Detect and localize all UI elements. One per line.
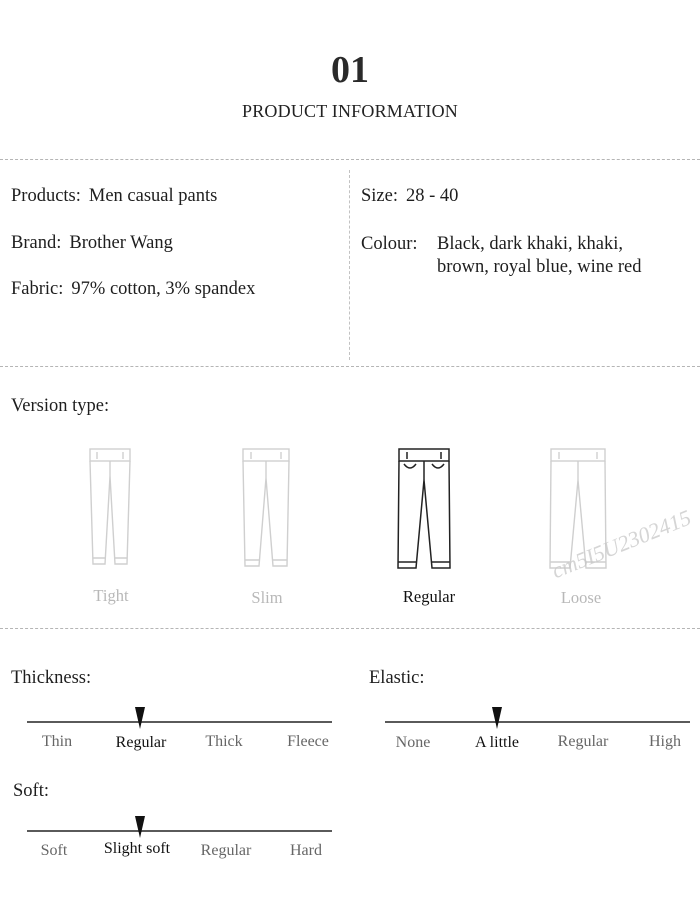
info-products-label: Products: bbox=[11, 186, 81, 206]
info-fabric bbox=[11, 279, 255, 300]
info-fabric-value: 97% cotton, 3% spandex bbox=[71, 279, 256, 299]
info-products-value: Men casual pants bbox=[88, 186, 218, 206]
soft-option-hard: Hard bbox=[290, 842, 322, 859]
info-size bbox=[361, 186, 458, 207]
elastic-option-a-little: A little bbox=[475, 734, 519, 751]
soft-option-soft: Soft bbox=[40, 842, 68, 859]
thickness-option-fleece: Fleece bbox=[287, 733, 329, 750]
watermark-text: cm5I5U2302415 bbox=[548, 504, 695, 584]
section-title: PRODUCT INFORMATION bbox=[242, 101, 458, 121]
thickness-option-regular: Regular bbox=[115, 734, 167, 751]
version-option-tight: Tight bbox=[93, 586, 129, 605]
elastic-label: Elastic: bbox=[369, 668, 425, 688]
version-type-label: Version type: bbox=[11, 396, 110, 416]
elastic-option-regular: Regular bbox=[557, 733, 609, 750]
thickness-label: Thickness: bbox=[11, 668, 92, 688]
elastic-marker-icon bbox=[492, 707, 502, 729]
thickness-marker-icon bbox=[135, 707, 145, 729]
soft-option-regular: Regular bbox=[200, 842, 252, 859]
divider-top bbox=[0, 159, 700, 160]
section-number: 01 bbox=[331, 49, 369, 91]
info-colour-line1: Black, dark khaki, khaki, bbox=[437, 234, 623, 254]
soft-option-slight-soft: Slight soft bbox=[103, 840, 171, 857]
info-size-value: 28 - 40 bbox=[406, 186, 459, 206]
thickness-option-thin: Thin bbox=[41, 733, 73, 750]
soft-scale bbox=[27, 830, 332, 832]
version-option-regular: Regular bbox=[402, 587, 456, 606]
elastic-option-none: None bbox=[395, 734, 431, 751]
info-colour-value bbox=[437, 233, 641, 279]
info-size-label: Size: bbox=[361, 186, 398, 206]
version-option-loose: Loose bbox=[560, 588, 602, 607]
divider-middle bbox=[0, 366, 700, 367]
elastic-option-high: High bbox=[649, 733, 681, 750]
info-brand bbox=[11, 233, 173, 254]
thickness-option-thick: Thick bbox=[205, 733, 243, 750]
info-products bbox=[11, 186, 217, 207]
info-fabric-label: Fabric: bbox=[11, 279, 64, 299]
pants-slim-icon bbox=[236, 446, 300, 574]
divider-vertical bbox=[349, 170, 350, 360]
pants-regular-icon bbox=[392, 446, 456, 574]
elastic-scale bbox=[385, 721, 690, 723]
pants-tight-icon bbox=[80, 446, 144, 574]
info-brand-label: Brand: bbox=[11, 233, 62, 253]
divider-bottom bbox=[0, 628, 700, 629]
info-brand-value: Brother Wang bbox=[69, 233, 173, 253]
version-option-slim: Slim bbox=[251, 588, 283, 607]
thickness-scale bbox=[27, 721, 332, 723]
info-colour-line2: brown, royal blue, wine red bbox=[437, 257, 642, 277]
soft-marker-icon bbox=[135, 816, 145, 838]
info-colour-label: Colour: bbox=[361, 234, 418, 254]
soft-label: Soft: bbox=[13, 781, 49, 801]
